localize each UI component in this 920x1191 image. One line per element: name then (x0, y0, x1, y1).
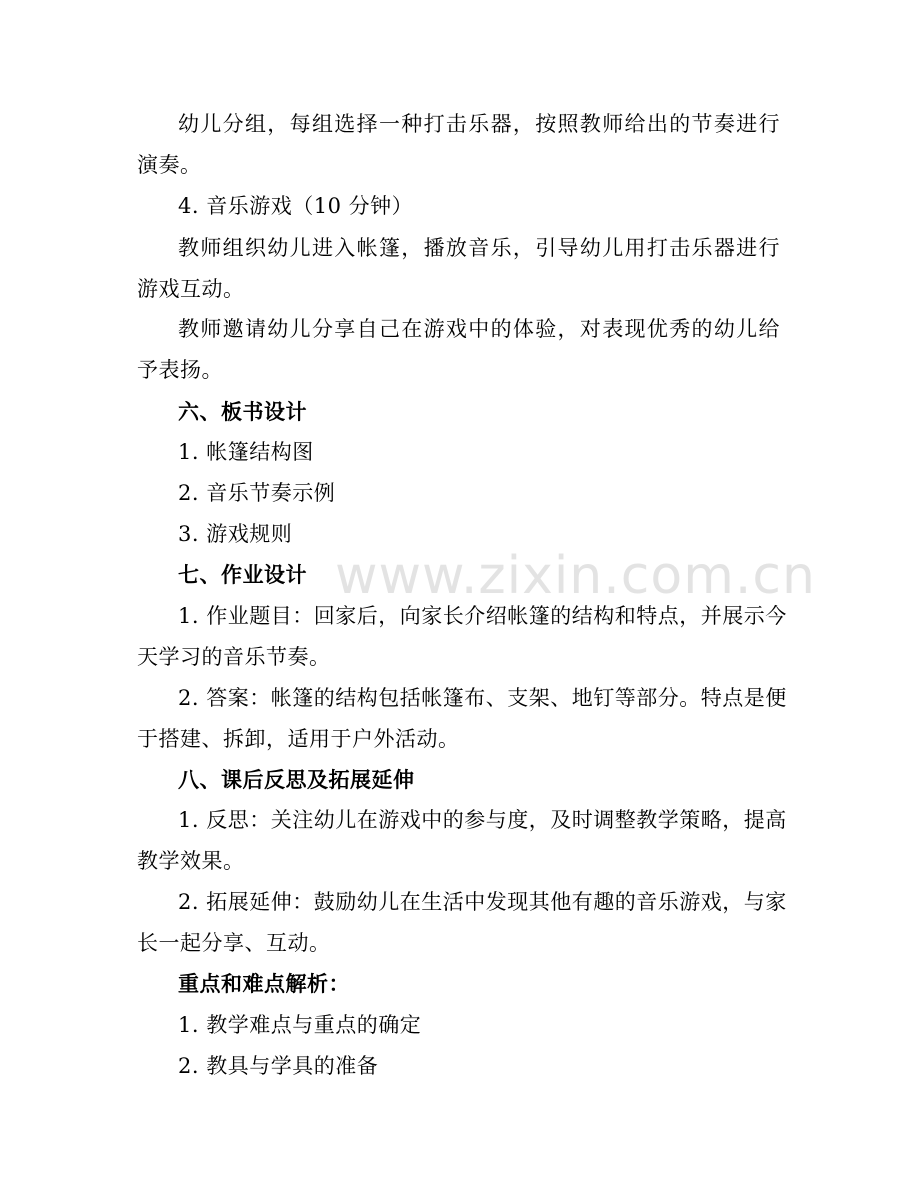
list-item: 1. 帐篷结构图 (178, 440, 314, 464)
list-item: 2. 拓展延伸：鼓励幼儿在生活中发现其他有趣的音乐游戏，与家 (178, 890, 787, 914)
list-item: 3. 游戏规则 (178, 522, 293, 546)
list-item: 2. 答案：帐篷的结构包括帐篷布、支架、地钉等部分。特点是便 (178, 686, 787, 710)
section-heading: 重点和难点解析： (178, 971, 350, 996)
paragraph-line: 演奏。 (137, 153, 202, 177)
paragraph-line: 游戏互动。 (137, 277, 245, 301)
list-item: 1. 作业题目：回家后，向家长介绍帐篷的结构和特点，并展示今 (178, 604, 787, 628)
list-item: 1. 反思：关注幼儿在游戏中的参与度，及时调整教学策略，提高 (178, 808, 787, 832)
list-item: 2. 音乐节奏示例 (178, 481, 336, 505)
paragraph-line: 于搭建、拆卸，适用于户外活动。 (137, 727, 460, 751)
paragraph-line: 天学习的音乐节奏。 (137, 645, 331, 669)
list-item: 4. 音乐游戏（10 分钟） (178, 194, 414, 218)
section-heading: 六、板书设计 (178, 399, 307, 424)
paragraph-line: 教师组织幼儿进入帐篷，播放音乐，引导幼儿用打击乐器进行 (178, 236, 780, 260)
paragraph-line: 教学效果。 (137, 849, 245, 873)
paragraph-line: 教师邀请幼儿分享自己在游戏中的体验，对表现优秀的幼儿给 (178, 317, 780, 341)
paragraph-line: 予表扬。 (137, 358, 223, 382)
watermark: www.zixin.com.cn (335, 546, 816, 606)
paragraph-line: 长一起分享、互动。 (137, 931, 331, 955)
list-item: 2. 教具与学具的准备 (178, 1054, 379, 1078)
list-item: 1. 教学难点与重点的确定 (178, 1013, 422, 1037)
section-heading: 八、课后反思及拓展延伸 (178, 767, 415, 792)
paragraph-line: 幼儿分组，每组选择一种打击乐器，按照教师给出的节奏进行 (178, 112, 780, 136)
section-heading: 七、作业设计 (178, 562, 307, 587)
